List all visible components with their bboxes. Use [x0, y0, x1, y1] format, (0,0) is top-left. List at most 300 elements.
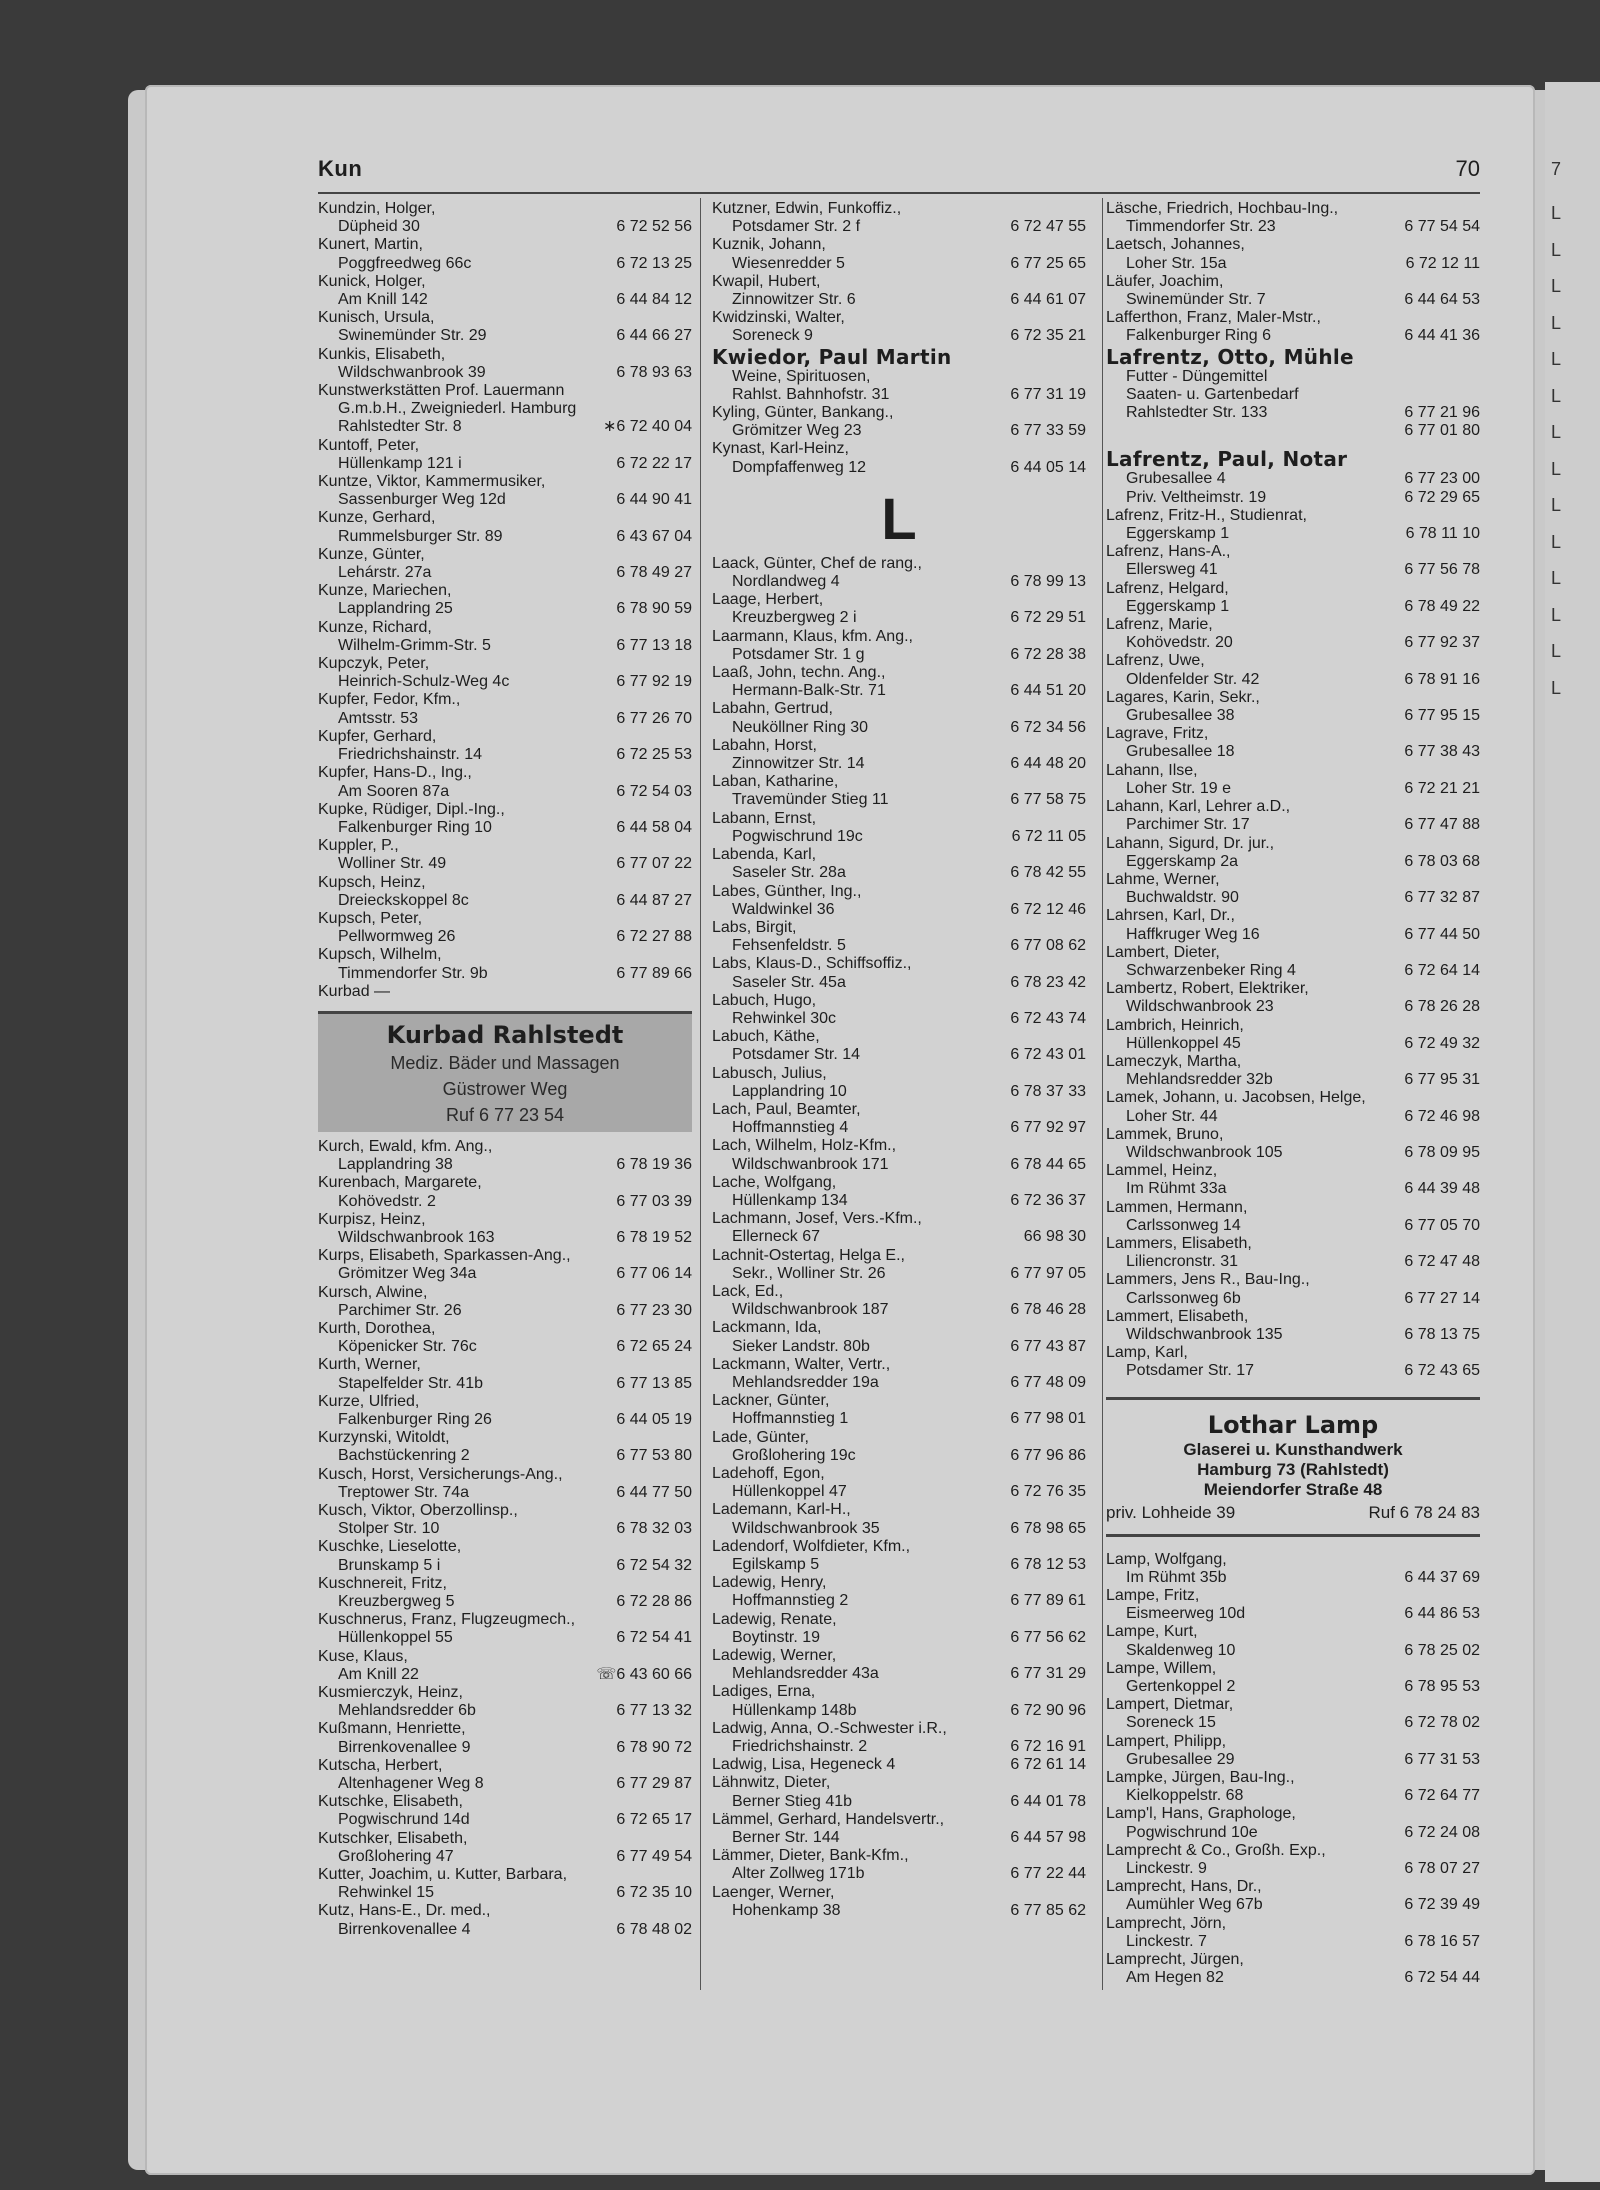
entry-name: Lambert, Dieter,: [1106, 943, 1220, 961]
entry-address: Saseler Str. 28a: [732, 864, 846, 882]
phone-number: 6 77 05 70: [1404, 1216, 1480, 1234]
entry-name: Kunze, Richard,: [318, 618, 432, 636]
entry-address: Hoffmannstieg 4: [732, 1119, 849, 1137]
entry-address: Birrenkovenallee 4: [338, 1920, 471, 1938]
entry-name: Ladehoff, Egon,: [712, 1465, 825, 1482]
phone-number: 6 72 43 01: [1010, 1046, 1086, 1064]
listing-entry: [1106, 273, 1480, 309]
entry-address: Dompfaffenweg 12: [732, 458, 867, 476]
page-header: [318, 156, 1480, 194]
entry-name: Lampe, Fritz,: [1106, 1587, 1200, 1604]
entry-name: Kunick, Holger,: [318, 272, 426, 290]
entry-name: Lamek, Johann, u. Jacobsen, Helge,: [1106, 1089, 1366, 1107]
listing-entry: [712, 1137, 1086, 1173]
listing-entry: [1106, 725, 1480, 761]
entry-name: Laarmann, Klaus, kfm. Ang.,: [712, 627, 913, 645]
entry-address: Stolper Str. 10: [338, 1520, 440, 1538]
listing-entry: [712, 1283, 1086, 1319]
phone-number: 6 72 29 65: [1404, 488, 1480, 506]
phone-number: 6 77 89 61: [1010, 1592, 1086, 1610]
entry-address: Zinnowitzer Str. 14: [732, 755, 865, 773]
phone-number: 6 77 13 18: [616, 636, 692, 654]
entry-name: Lampe, Willem,: [1106, 1659, 1217, 1677]
listing-entry: [318, 801, 692, 837]
entry-address: Grubesallee 18: [1126, 743, 1235, 761]
listing-entry: [1106, 543, 1480, 579]
entry-name: Labuch, Hugo,: [712, 991, 817, 1009]
listing-entry: [318, 764, 692, 800]
entry-address: Schwarzenbeker Ring 4: [1126, 961, 1296, 979]
entry-name: Kusmierczyk, Heinz,: [318, 1684, 463, 1702]
phone-number: 6 44 90 41: [616, 491, 692, 509]
entry-name: Kynast, Karl-Heinz,: [712, 440, 849, 458]
entry-address: Großlohering 19c: [732, 1446, 856, 1464]
phone-number: 6 72 28 38: [1010, 645, 1086, 663]
entry-address: Parchimer Str. 26: [338, 1301, 462, 1319]
phone-number: 6 72 43 74: [1010, 1009, 1086, 1027]
entry-name: Kunze, Gerhard,: [318, 509, 436, 527]
entry-name: Kusch, Horst, Versicherungs-Ang.,: [318, 1465, 563, 1483]
entry-address: Berner Str. 144: [732, 1829, 840, 1847]
ad-line: Glaserei u. Kunsthandwerk: [1183, 1439, 1403, 1459]
column-separator: [700, 198, 701, 1990]
entry-address: Eismeerweg 10d: [1126, 1605, 1246, 1623]
entry-name: Kutzner, Edwin, Funkoffiz.,: [712, 200, 902, 217]
phone-number: 6 72 13 25: [616, 254, 692, 272]
listing-entry: [1106, 448, 1480, 506]
listing-entry: [318, 582, 692, 618]
phone-number: 6 72 47 48: [1404, 1253, 1480, 1271]
entry-address: Potsdamer Str. 2 f: [732, 218, 861, 236]
phone-number: 6 44 66 27: [616, 327, 692, 345]
entry-name: Kurth, Dorothea,: [318, 1319, 436, 1337]
phone-number: 6 77 29 87: [616, 1775, 692, 1793]
entry-address: Mehlandsredder 19a: [732, 1373, 879, 1391]
phone-number: 6 78 09 95: [1404, 1143, 1480, 1161]
phone-number: 6 78 98 65: [1010, 1519, 1086, 1537]
entry-address: Heinrich-Schulz-Weg 4c: [338, 673, 510, 691]
entry-address: Hermann-Balk-Str. 71: [732, 682, 886, 700]
listing-entry: [712, 1065, 1086, 1101]
phone-number: 6 72 90 96: [1010, 1701, 1086, 1719]
entry-name: Lach, Paul, Beamter,: [712, 1100, 861, 1118]
listing-entry: [318, 1757, 692, 1793]
lamp-ad: [1106, 1397, 1480, 1524]
entry-name: Lämmer, Dieter, Bank-Kfm.,: [712, 1847, 909, 1865]
listing-entry: [712, 1538, 1086, 1574]
entry-address: Carlssonweg 14: [1126, 1216, 1241, 1234]
entry-name: Lammers, Jens R., Bau-Ing.,: [1106, 1271, 1310, 1289]
entry-address: Zinnowitzer Str. 6: [732, 291, 856, 309]
next-page-letter: L: [1551, 604, 1562, 625]
phone-number: 6 77 27 14: [1404, 1289, 1480, 1307]
entry-address: Wildschwanbrook 187: [732, 1301, 889, 1319]
entry-address: Soreneck 9: [732, 327, 813, 345]
next-page-letter: L: [1551, 458, 1562, 479]
phone-number: 6 78 11 10: [1405, 525, 1480, 543]
listing-entry: [318, 346, 692, 382]
phone-number: 6 78 19 36: [616, 1156, 692, 1174]
entry-line: Futter - Düngemittel: [1126, 367, 1268, 385]
phone-number: 6 72 35 10: [616, 1884, 692, 1902]
entry-address: Friedrichshainstr. 2: [732, 1738, 868, 1756]
entry-name: Läsche, Friedrich, Hochbau-Ing.,: [1106, 200, 1339, 217]
entry-name: Kurenbach, Margarete,: [318, 1174, 482, 1192]
phone-number: 6 72 24 08: [1404, 1823, 1480, 1841]
phone-number: 6 44 48 20: [1010, 755, 1086, 773]
entry-name: Lamprecht, Hans, Dr.,: [1106, 1878, 1262, 1896]
entry-name: Laenger, Werner,: [712, 1883, 835, 1901]
phone-number: 6 78 23 42: [1010, 973, 1086, 991]
entry-address: Wildschwanbrook 163: [338, 1228, 495, 1246]
listing-entry: [318, 874, 692, 910]
entry-address: Potsdamer Str. 1 g: [732, 645, 865, 663]
phone-number: 6 77 53 80: [616, 1447, 692, 1465]
phone-number: 6 44 57 98: [1010, 1829, 1086, 1847]
entry-address: Loher Str. 15a: [1126, 254, 1227, 272]
listing-entry: [318, 1466, 692, 1502]
entry-name: Kuznik, Johann,: [712, 236, 826, 254]
listing-entry: [318, 200, 692, 236]
entry-name: Kupfer, Fedor, Kfm.,: [318, 691, 461, 709]
phone-number: 6 72 16 91: [1010, 1738, 1086, 1756]
phone-number: 6 78 46 28: [1010, 1301, 1086, 1319]
entry-address: Hüllenkoppel 47: [732, 1483, 847, 1501]
entry-name: Labes, Günther, Ing.,: [712, 882, 862, 900]
listing-entry: [712, 919, 1086, 955]
listing-entry: [1106, 236, 1480, 272]
entry-name: Lagares, Karin, Sekr.,: [1106, 688, 1260, 706]
entry-address: Swinemünder Str. 29: [338, 327, 487, 345]
entry-address: Lapplandring 25: [338, 600, 453, 618]
phone-number: 6 77 06 14: [616, 1265, 692, 1283]
entry-name: Kundzin, Holger,: [318, 200, 436, 217]
listing-entry: [712, 1647, 1086, 1683]
listing-entry: [1106, 1235, 1480, 1271]
listing-entry: [318, 1502, 692, 1538]
phone-number: 6 77 07 22: [616, 855, 692, 873]
entry-address: Wildschwanbrook 105: [1126, 1143, 1283, 1161]
entry-address: Timmendorfer Str. 9b: [338, 964, 488, 982]
listing-entry: [712, 628, 1086, 664]
listing-entry: [712, 1811, 1086, 1847]
entry-address: G.m.b.H., Zweigniederl. Hamburg: [338, 400, 577, 418]
entry-address: Am Knill 22: [338, 1665, 419, 1683]
entry-name: Kurbad —: [318, 982, 391, 1000]
entry-name: Lackner, Günter,: [712, 1392, 830, 1410]
listing-entry: [1106, 1344, 1480, 1380]
entry-name: Lackmann, Walter, Vertr.,: [712, 1355, 891, 1373]
phone-number: 6 77 92 97: [1010, 1119, 1086, 1137]
entry-address: Neuköllner Ring 30: [732, 718, 869, 736]
phone-number: 6 77 03 39: [616, 1192, 692, 1210]
phone-number: ∗6 72 40 04: [602, 418, 692, 436]
phone-number: 6 43 67 04: [616, 527, 692, 545]
entry-list: [1106, 200, 1480, 346]
listing-entry: [712, 1574, 1086, 1610]
phone-number: 6 77 31 29: [1010, 1665, 1086, 1683]
phone-number: 6 77 92 19: [616, 673, 692, 691]
listing-entry: [318, 1211, 692, 1247]
phone-number: ☏6 43 60 66: [596, 1665, 692, 1683]
listing-entry: [1106, 1805, 1480, 1841]
entry-name: Kwidzinski, Walter,: [712, 309, 845, 327]
entry-address: Großlohering 47: [338, 1847, 454, 1865]
phone-number: 6 72 54 41: [616, 1629, 692, 1647]
phone-number: 6 72 34 56: [1010, 718, 1086, 736]
next-page-letter: L: [1551, 422, 1562, 442]
listing-entry: [712, 346, 1086, 404]
phone-number: 6 78 25 02: [1404, 1641, 1480, 1659]
entry-name: Lach, Wilhelm, Holz-Kfm.,: [712, 1137, 897, 1155]
listing-entry: [712, 200, 1086, 236]
listing-entry: [712, 810, 1086, 846]
entry-name: Kutscha, Herbert,: [318, 1756, 443, 1774]
entry-list: [318, 200, 692, 1001]
entry-name: Labuch, Käthe,: [712, 1028, 820, 1046]
phone-number: 6 72 29 51: [1010, 609, 1086, 627]
entry-address: Egilskamp 5: [732, 1556, 820, 1574]
phone-number: 66 98 30: [1023, 1228, 1086, 1246]
entry-name: Kurch, Ewald, kfm. Ang.,: [318, 1137, 493, 1155]
listing-entry: [712, 1756, 1086, 1774]
entry-line: [1106, 404, 1480, 422]
entry-name: Lambertz, Robert, Elektriker,: [1106, 980, 1309, 998]
entry-address: Wildschwanbrook 23: [1126, 998, 1274, 1016]
next-page-number: 7: [1551, 159, 1562, 179]
entry-address: Kohövedstr. 2: [338, 1192, 436, 1210]
entry-address: Im Rühmt 33a: [1126, 1180, 1227, 1198]
listing-entry: [318, 473, 692, 509]
phone-number: 6 78 32 03: [616, 1520, 692, 1538]
entry-name: Lachmann, Josef, Vers.-Kfm.,: [712, 1210, 922, 1228]
phone-number: 6 72 64 14: [1404, 961, 1480, 979]
listing-entry: [1106, 580, 1480, 616]
entry-name: Lamp'l, Hans, Graphologe,: [1106, 1805, 1296, 1823]
phone-number: 6 44 05 19: [616, 1410, 692, 1428]
entry-name: Kutschke, Elisabeth,: [318, 1793, 463, 1811]
ad-title: Lothar Lamp: [1207, 1410, 1379, 1439]
phone-number: 6 72 65 17: [616, 1811, 692, 1829]
entry-name: Kunze, Günter,: [318, 545, 425, 563]
phone-number: 6 72 27 88: [616, 928, 692, 946]
entry-name: Kuntze, Viktor, Kammermusiker,: [318, 473, 546, 491]
entry-address: Stapelfelder Str. 41b: [338, 1374, 483, 1392]
listing-entry: [1106, 1126, 1480, 1162]
next-page-letter: L: [1551, 495, 1562, 515]
listing-entry: [318, 1138, 692, 1174]
listing-entry: [1106, 1162, 1480, 1198]
listing-entry: [712, 1028, 1086, 1064]
entry-name: Kutter, Joachim, u. Kutter, Barbara,: [318, 1866, 568, 1884]
listing-entry: [318, 910, 692, 946]
phone-number: 6 77 89 66: [616, 964, 692, 982]
entry-address: Lehárstr. 27a: [338, 564, 432, 582]
phone-number: 6 72 47 55: [1010, 218, 1086, 236]
column-1: [318, 200, 692, 1939]
listing-entry: [318, 1320, 692, 1356]
listing-entry: [1106, 1878, 1480, 1914]
listing-entry: [1106, 1915, 1480, 1951]
entry-address: Mehlandsredder 6b: [338, 1702, 476, 1720]
phone-number: 6 77 97 05: [1010, 1264, 1086, 1282]
phone-number: 6 44 87 27: [616, 891, 692, 909]
listing-entry: [712, 591, 1086, 627]
listing-entry: [1106, 1551, 1480, 1587]
entry-address: Pogwischrund 10e: [1126, 1823, 1258, 1841]
entry-name: Kunisch, Ursula,: [318, 309, 435, 327]
phone-number: 6 72 54 44: [1404, 1969, 1480, 1987]
entry-name: Kwapil, Hubert,: [712, 272, 821, 290]
entry-name: Lafrenz, Marie,: [1106, 616, 1213, 634]
entry-name: Lahann, Karl, Lehrer a.D.,: [1106, 798, 1291, 816]
listing-entry: [712, 1501, 1086, 1537]
phone-number: 6 72 46 98: [1404, 1107, 1480, 1125]
next-page-letter: L: [1551, 385, 1562, 406]
entry-address: Sassenburger Weg 12d: [338, 491, 506, 509]
phone-number: 6 72 49 32: [1404, 1034, 1480, 1052]
entry-name: Kunstwerkstätten Prof. Lauermann: [318, 382, 565, 400]
listing-entry: [712, 555, 1086, 591]
entry-address: Hoffmannstieg 1: [732, 1410, 849, 1428]
listing-entry: [318, 1247, 692, 1283]
entry-name: Lämmel, Gerhard, Handelsvertr.,: [712, 1810, 945, 1828]
listing-entry: [1106, 1587, 1480, 1623]
entry-address: Wildschwanbrook 35: [732, 1519, 880, 1537]
phone-number: 6 77 13 32: [616, 1702, 692, 1720]
entry-name: Lampert, Philipp,: [1106, 1732, 1227, 1750]
entry-address: Rahlstedter Str. 8: [338, 418, 462, 436]
entry-address: Treptower Str. 74a: [338, 1483, 470, 1501]
phone-number: 6 77 44 50: [1404, 925, 1480, 943]
phone-number: 6 77 23 00: [1404, 470, 1480, 488]
phone-number: 6 72 12 11: [1405, 254, 1480, 272]
listing-entry: [1106, 944, 1480, 980]
entry-name: Ladewig, Werner,: [712, 1647, 837, 1665]
entry-address: Düpheid 30: [338, 218, 420, 236]
listing-entry: [1106, 1053, 1480, 1089]
entry-address: Grubesallee 38: [1126, 707, 1235, 725]
phone-number: 6 77 96 86: [1010, 1446, 1086, 1464]
listing-entry: [1106, 1696, 1480, 1732]
entry-address: Linckestr. 9: [1126, 1860, 1207, 1878]
entry-address: Loher Str. 44: [1126, 1107, 1218, 1125]
entry-name: Lagrave, Fritz,: [1106, 725, 1209, 743]
listing-entry: [1106, 1733, 1480, 1769]
entry-name: Lampert, Dietmar,: [1106, 1696, 1234, 1714]
entry-line: [1106, 470, 1480, 488]
phone-number: 6 78 93 63: [616, 363, 692, 381]
entry-address: Eggerskamp 1: [1126, 597, 1230, 615]
entry-address: Pellwormweg 26: [338, 928, 456, 946]
ad-phone: Ruf 6 78 24 83: [1368, 1502, 1480, 1522]
phone-number: 6 77 56 78: [1404, 561, 1480, 579]
entry-address: Rahlstedter Str. 133: [1126, 404, 1268, 422]
entry-line: Weine, Spirituosen,: [732, 367, 871, 385]
entry-name: Lafrenz, Fritz-H., Studienrat,: [1106, 506, 1307, 524]
next-page-letter: L: [1551, 568, 1562, 588]
entry-address: Rehwinkel 30c: [732, 1009, 837, 1027]
entry-address: Hoffmannstieg 2: [732, 1592, 849, 1610]
next-page-letter: L: [1551, 239, 1562, 260]
listing-entry: [712, 955, 1086, 991]
entry-heading: Lafrentz, Otto, Mühle: [1106, 345, 1354, 368]
entry-address: Grubesallee 29: [1126, 1750, 1235, 1768]
entry-name: Kuschnereit, Fritz,: [318, 1574, 447, 1592]
entry-name: Lahann, Ilse,: [1106, 761, 1198, 779]
phone-number: 6 77 31 53: [1404, 1750, 1480, 1768]
entry-name: Läufer, Joachim,: [1106, 272, 1224, 290]
listing-entry: [712, 236, 1086, 272]
column-2: [712, 200, 1086, 1920]
entry-address: Gertenkoppel 2: [1126, 1678, 1236, 1696]
entry-name: Lackmann, Ida,: [712, 1319, 822, 1337]
entry-address: Wildschwanbrook 39: [338, 363, 486, 381]
phone-number: 6 44 51 20: [1010, 682, 1086, 700]
entry-name: Ladiges, Erna,: [712, 1683, 816, 1701]
next-page-letter: L: [1551, 312, 1562, 333]
entry-name: Ladendorf, Wolfdieter, Kfm.,: [712, 1537, 911, 1555]
entry-name: Kurpisz, Heinz,: [318, 1210, 426, 1228]
next-page-letter: L: [1551, 677, 1562, 698]
phone-number: 6 77 13 85: [616, 1374, 692, 1392]
listing-entry: [712, 273, 1086, 309]
entry-name: Kutschker, Elisabeth,: [318, 1829, 468, 1847]
listing-entry: [1106, 835, 1480, 871]
entry-list: [712, 555, 1086, 1920]
entry-address: Mehlandsredder 43a: [732, 1665, 879, 1683]
listing-entry: [712, 846, 1086, 882]
phone-number: 6 77 38 43: [1404, 743, 1480, 761]
phone-number: 6 78 49 22: [1404, 597, 1480, 615]
entry-name: Ladwig, Anna, O.-Schwester i.R.,: [712, 1719, 947, 1737]
entry-name: Kuschnerus, Franz, Flugzeugmech.,: [318, 1611, 576, 1629]
entry-name: Kutz, Hans-E., Dr. med.,: [318, 1902, 491, 1920]
listing-entry: [318, 1429, 692, 1465]
entry-name: Kurze, Ulfried,: [318, 1392, 420, 1410]
entry-name: Kuppler, P.,: [318, 837, 399, 855]
entry-address: Loher Str. 19 e: [1126, 779, 1231, 797]
entry-address: Grubesallee 4: [1126, 470, 1226, 488]
entry-list: [1106, 1551, 1480, 1988]
section-letter: L: [881, 486, 917, 552]
listing-entry: [712, 1247, 1086, 1283]
entry-name: Kuse, Klaus,: [318, 1647, 408, 1665]
entry-address: Wolliner Str. 49: [338, 855, 447, 873]
listing-entry: [712, 1465, 1086, 1501]
entry-address: Potsdamer Str. 14: [732, 1046, 861, 1064]
ad-phone: Ruf 6 77 23 54: [445, 1104, 565, 1125]
entry-name: Lahrsen, Karl, Dr.,: [1106, 907, 1235, 925]
phone-number: 6 78 16 57: [1404, 1932, 1480, 1950]
listing-entry: [712, 1319, 1086, 1355]
entry-address: Hüllenkamp 148b: [732, 1701, 857, 1719]
listing-entry: [318, 728, 692, 764]
next-page-edge: [1545, 82, 1600, 2182]
phone-number: 6 72 54 32: [616, 1556, 692, 1574]
entry-name: Laaß, John, techn. Ang.,: [712, 664, 886, 682]
column-separator: [1102, 198, 1103, 1990]
entry-address: Hüllenkamp 121 i: [338, 454, 462, 472]
entry-name: Ladewig, Renate,: [712, 1610, 837, 1628]
listing-entry: [318, 837, 692, 873]
phone-number: 6 44 84 12: [616, 291, 692, 309]
entry-list: [318, 1138, 692, 1939]
entry-address: Sekr., Wolliner Str. 26: [732, 1264, 886, 1282]
entry-name: Labahn, Horst,: [712, 736, 817, 754]
entry-address: Hüllenkoppel 55: [338, 1629, 453, 1647]
phone-number: 6 44 64 53: [1404, 291, 1480, 309]
